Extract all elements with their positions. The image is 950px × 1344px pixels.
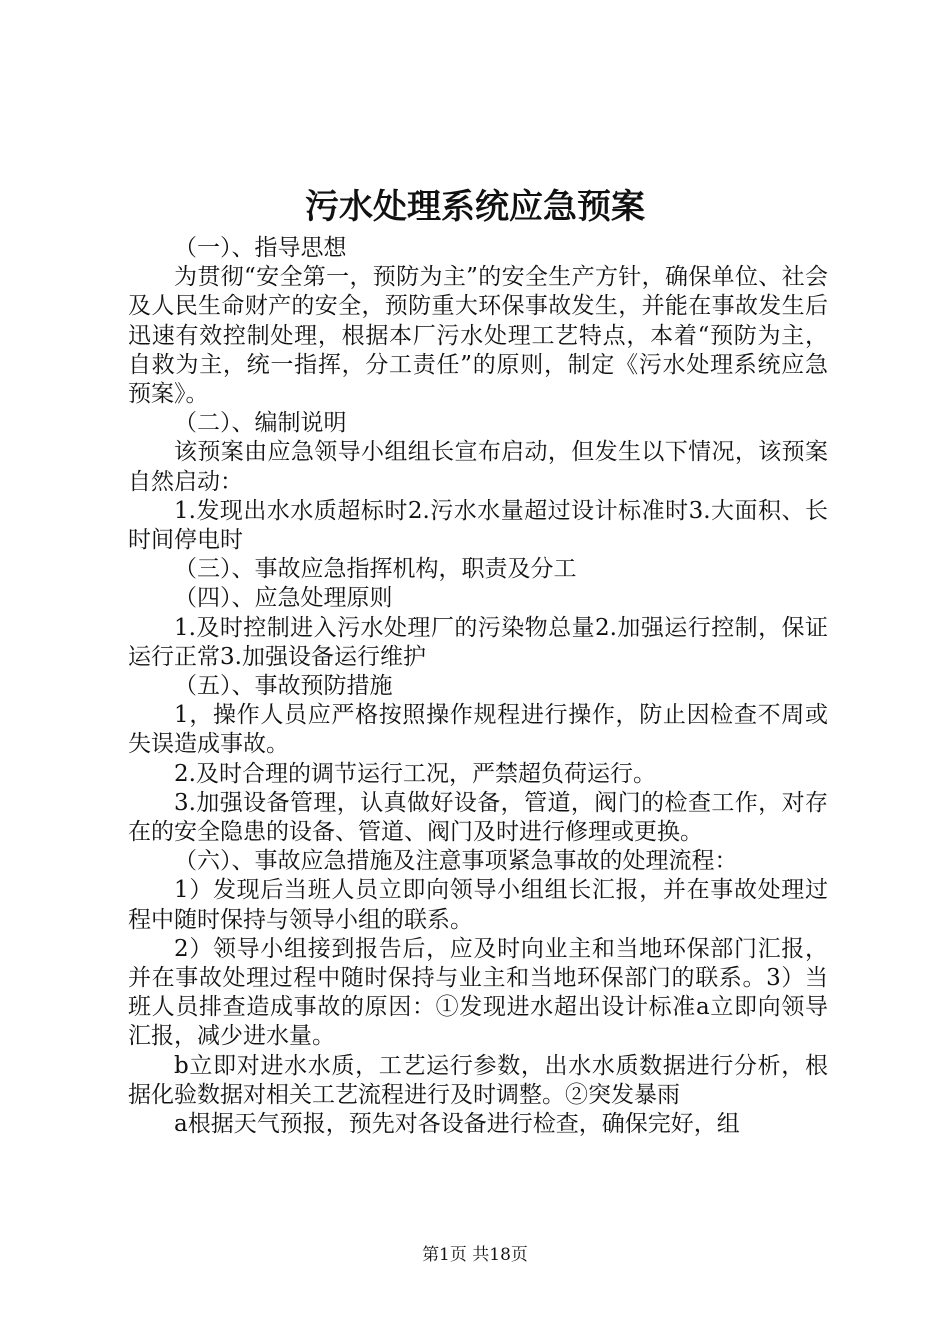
document-body (128, 234, 828, 1139)
paragraph: a根据天气预报，预先对各设备进行检查，确保完好，组 (174, 1111, 740, 1138)
paragraph: 1.及时控制进入污水处理厂的污染物总量2.加强运行控制，保证运行正常3.加强设备运行维护 (128, 614, 828, 670)
paragraph: 1，操作人员应严格按照操作规程进行操作，防止因检查不周或失误造成事故。 (128, 702, 828, 758)
page-number-footer: 第1页 共18页 (422, 1245, 528, 1265)
paragraph: 该预案由应急领导小组组长宣布启动，但发生以下情况，该预案自然启动： (128, 439, 828, 495)
paragraph: 1）发现后当班人员立即向领导小组组长汇报，并在事故处理过程中随时保持与领导小组的联系。 (128, 877, 828, 933)
section-heading-5: （五）、事故预防措施 (174, 673, 393, 700)
paragraph: 2）领导小组接到报告后，应及时向业主和当地环保部门汇报，并在事故处理过程中随时保持与业主和当地环保部门的联系。3）当班人员排查造成事故的原因：①发现进水超出设计标准a立即向领导汇报，减少进水量。 (128, 935, 828, 1050)
section-heading-6: （六）、事故应急措施及注意事项紧急事故的处理流程： (174, 848, 738, 875)
paragraph: 1.发现出水水质超标时2.污水水量超过设计标准时3.大面积、长时间停电时 (128, 497, 828, 554)
paragraph: 2.及时合理的调节运行工况，严禁超负荷运行。 (174, 760, 656, 787)
paragraph: 为贯彻“安全第一，预防为主”的安全生产方针，确保单位、社会及人民生命财产的安全，预防重大环保事故发生，并能在事故发生后迅速有效控制处理，根据本厂污水处理工艺特点，本着“预防为主，自救为主，统一指挥，分工责任”的原则，制定《污水处理系统应急预案》。 (128, 264, 828, 408)
section-heading-3: （三）、事故应急指挥机构，职责及分工 (174, 556, 577, 583)
section-heading-4: （四）、应急处理原则 (174, 585, 393, 612)
section-heading-1: （一）、指导思想 (174, 235, 347, 261)
section-heading-2: （二）、编制说明 (174, 410, 347, 437)
paragraph: b立即对进水水质，工艺运行参数，出水水质数据进行分析，根据化验数据对相关工艺流程进行及时调整。②突发暴雨 (128, 1052, 828, 1108)
document-title: 污水处理系统应急预案 (305, 187, 645, 227)
paragraph: 3.加强设备管理，认真做好设备，管道，阀门的检查工作，对存在的安全隐患的设备、管道、阀门及时进行修理或更换。 (128, 789, 828, 846)
